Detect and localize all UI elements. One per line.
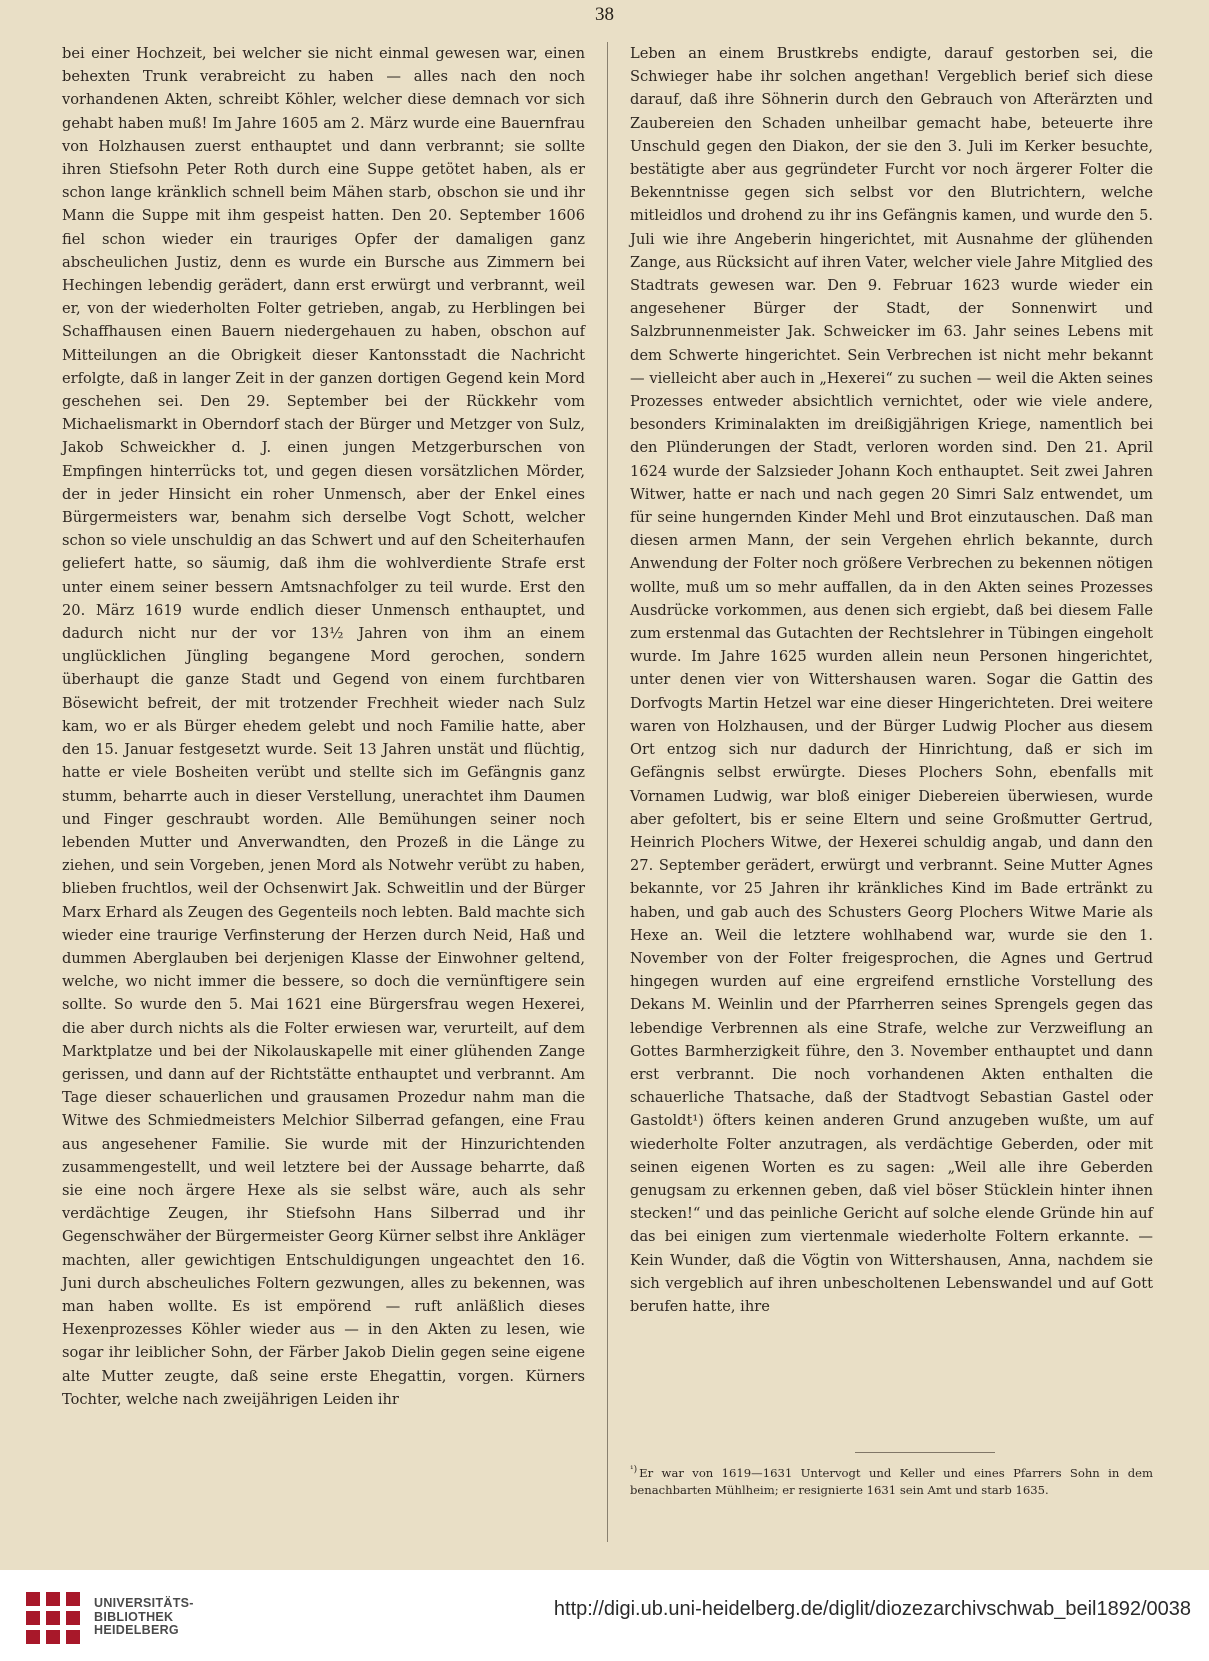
footnote-text: Er war von 1619—1631 Untervogt und Keller und eines Pfarrers Sohn in dem benachbarten Mühlheim; er resignierte 1631 sein Amt und starb 1635.: [630, 1465, 1153, 1497]
footer-bar: [0, 1570, 1209, 1661]
university-library-logo-icon: [22, 1588, 84, 1648]
page-number: 38: [595, 4, 614, 25]
left-column: [62, 42, 585, 1542]
right-column-text: Leben an einem Brustkrebs endigte, darauf gestorben sei, die Schwieger habe ihr solchen angethan! Vergeblich berief sich diese darauf, daß ihre Söhnerin durch den Gebrauch von Afterärzten und Zaubereien den Schaden unheilbar gemacht habe, beteuerte ihre Unschuld gegen den Diakon, der sie den 3. Juli im Kerker besuchte, bestätigte aber aus gegründeter Furcht vor noch ärgerer Folter die Bekenntnisse gegen sich selbst vor den Blutrichtern, welche mitleidlos und drohend zu ihr ins Gefängnis kamen, und wurde den 5. Juli wie ihre Angeberin hingerichtet, mit Ausnahme der glühenden Zange, aus Rücksicht auf ihren Vater, welcher viele Jahre Mitglied des Stadtrats gewesen war. Den 9. Februar 1623 wurde wieder ein angesehener Bürger der Stadt, der Sonnenwirt und Salzbrunnenmeister Jak. Schweicker im 63. Jahr seines Lebens mit dem Schwerte hingerichtet. Sein Verbrechen ist nicht mehr bekannt — vielleicht aber auch in „Hexerei“ zu suchen — weil die Akten seines Prozesses entweder absichtlich vernichtet, oder wie viele andere, besonders Kriminalakten im dreißigjährigen Kriege, namentlich bei den Plünderungen der Stadt, verloren worden sind. Den 21. April 1624 wurde der Salzsieder Johann Koch enthauptet. Seit zwei Jahren Witwer, hatte er nach und nach gegen 20 Simri Salz entwendet, um für seine hungernden Kinder Mehl und Brot einzutauschen. Daß man diesen armen Mann, der sein Vergehen ehrlich bekannte, durch Anwendung der Folter noch größere Verbrechen zu bekennen nötigen wollte, muß um so mehr auffallen, da in den Akten seines Prozesses Ausdrücke vorkommen, aus denen sich ergiebt, daß bei diesem Falle zum erstenmal das Gutachten der Rechtslehrer in Tübingen eingeholt wurde. Im Jahre 1625 wurden allein neun Personen hingerichtet, unter denen vier von Wittershausen waren. Sogar die Gattin des Dorfvogts Martin Hetzel war eine dieser Hingerichteten. Drei weitere waren von Holzhausen, und der Bürger Ludwig Plocher aus diesem Ort entzog sich nur dadurch der Hinrichtung, daß er sich im Gefängnis selbst erwürgte. Dieses Plochers Sohn, ebenfalls mit Vornamen Ludwig, war bloß einiger Diebereien überwiesen, wurde aber gefoltert, bis er seine Eltern und seine Großmutter Gertrud, Heinrich Plochers Witwe, der Hexerei schuldig angab, und dann den 27. September gerädert, erwürgt und verbrannt. Seine Mutter Agnes bekannte, vor 25 Jahren ihr kränkliches Kind im Bade ertränkt zu haben, und gab auch des Schusters Georg Plochers Witwe Marie als Hexe an. Weil die letztere wohlhabend war, wurde sie den 1. November von der Folter freigesprochen, die Agnes und Gertrud hingegen wurden auf eine ergreifend ernstliche Vorstellung des Dekans M. Weinlin und der Pfarrherren seines Sprengels gegen das lebendige Verbrennen als eine Strafe, welche zur Verzweiflung an Gottes Barmherzigkeit führe, den 3. November enthauptet und dann erst verbrannt. Die noch vorhandenen Akten enthalten die schauerliche Thatsache, daß der Stadtvogt Sebastian Gastel oder Gastoldt¹) öfters keinen anderen Grund anzugeben wußte, um auf wiederholte Folter anzutragen, als verdächtige Geberden, oder mit seinen eigenen Worten es zu sagen: „Weil alle ihre Geberden genugsam zu erkennen geben, daß viel böser Stücklein hinter ihnen stecken!“ und das peinliche Gericht auf solche elende Gründe hin auf das bei einigen zum viertenmale wiederholte Foltern erkannte. — Kein Wunder, daß die Vögtin von Wittershausen, Anna, nachdem sie sich vergeblich auf ihren unbescholtenen Lebenswandel und auf Gott berufen hatte, ihre: [630, 45, 1153, 1315]
footnote: [630, 1462, 1153, 1499]
library-name-line: HEIDELBERG: [94, 1623, 179, 1637]
library-name: [94, 1597, 194, 1638]
right-column: [630, 42, 1153, 1315]
footnote-mark: ¹): [630, 1465, 638, 1475]
footnote-divider: [855, 1452, 995, 1453]
source-url-link[interactable]: http://digi.ub.uni-heidelberg.de/diglit/diozezarchivschwab_beil1892/0038: [553, 1598, 1191, 1620]
library-name-line: UNIVERSITÄTS-: [94, 1596, 194, 1610]
library-name-line: BIBLIOTHEK: [94, 1609, 174, 1624]
left-column-text: bei einer Hochzeit, bei welcher sie nicht einmal gewesen war, einen behexten Trunk verabreicht zu haben — alles nach den noch vorhandenen Akten, schreibt Köhler, welcher diese demnach vor sich gehabt haben muß! Im Jahre 1605 am 2. März wurde eine Bauernfrau von Holzhausen zuerst enthauptet und dann verbrannt; sie sollte ihren Stiefsohn Peter Roth durch eine Suppe getötet haben, als er schon lange kränklich schnell beim Mähen starb, obschon sie und ihr Mann die Suppe mit ihm gespeist hatten. Den 20. September 1606 fiel schon wieder ein trauriges Opfer der damaligen ganz abscheulichen Justiz, denn es wurde ein Bursche aus Zimmern bei Hechingen lebendig gerädert, dann erst erwürgt und verbrannt, weil er, von der wiederholten Folter getrieben, angab, zu Herblingen bei Schaffhausen einen Bauern niedergehauen zu haben, obschon auf Mitteilungen an die Obrigkeit dieser Kantonsstadt die Nachricht erfolgte, daß in langer Zeit in der ganzen dortigen Gegend kein Mord geschehen sei. Den 29. September bei der Rückkehr vom Michaelismarkt in Oberndorf stach der Bürger und Metzger von Sulz, Jakob Schweickher d. J. einen jungen Metzgerburschen von Empfingen hinterrücks tot, und gegen diesen vorsätzlichen Mörder, der in jeder Hinsicht ein roher Unmensch, aber der Enkel eines Bürgermeisters war, benahm sich derselbe Vogt Schott, welcher schon so viele unschuldig an das Schwert und auf den Scheiterhaufen geliefert hatte, so säumig, daß ihm die wohlverdiente Strafe erst unter einem seiner bessern Amtsnachfolger zu teil wurde. Erst den 20. März 1619 wurde endlich dieser Unmensch enthauptet, und dadurch nicht nur der vor 13½ Jahren von ihm an einem unglücklichen Jüngling begangene Mord gerochen, sondern überhaupt die ganze Stadt und Gegend von einem furchtbaren Bösewicht befreit, der mit trotzender Frechheit wieder nach Sulz kam, wo er als Bürger ehedem gelebt und noch Familie hatte, aber den 15. Januar festgesetzt wurde. Seit 13 Jahren unstät und flüchtig, hatte er viele Bosheiten verübt und stellte sich im Gefängnis ganz stumm, beharrte auch in dieser Verstellung, unerachtet ihm Daumen und Finger geschraubt worden. Alle Bemühungen seiner noch lebenden Mutter und Anverwandten, den Prozeß in die Länge zu ziehen, und sein Vorgeben, jenen Mord als Notwehr verübt zu haben, blieben fruchtlos, weil der Ochsenwirt Jak. Schweitlin und der Bürger Marx Erhard als Zeugen des Gegenteils noch lebten. Bald machte sich wieder eine traurige Verfinsterung der Herzen durch Neid, Haß und dummen Aberglauben bei derjenigen Klasse der Einwohner geltend, welche, wo nicht immer die bessere, so doch die vernünftigere sein sollte. So wurde den 5. Mai 1621 eine Bürgersfrau wegen Hexerei, die aber durch nichts als die Folter erwiesen war, verurteilt, auf dem Marktplatze und bei der Nikolauskapelle mit einer glühenden Zange gerissen, und dann auf der Richtstätte enthauptet und verbrannt. Am Tage dieser schauerlichen und grausamen Prozedur nahm man die Witwe des Schmiedmeisters Melchior Silberrad gefangen, eine Frau aus angesehener Familie. Sie wurde mit der Hinzurichtenden zusammengestellt, und weil letztere bei der Aussage beharrte, daß sie eine noch ärgere Hexe als sie selbst wäre, auch als sehr verdächtige Zeugen, ihr Stiefsohn Hans Silberrad und ihr Gegenschwäher der Bürgermeister Georg Kürner selbst ihre Ankläger machten, aller gewichtigen Entschuldigungen ungeachtet den 16. Juni durch abscheuliches Foltern gezwungen, alles zu bekennen, was man haben wollte. Es ist empörend — ruft anläßlich dieses Hexenprozesses Köhler wieder aus — in den Akten zu lesen, wie sogar ihr leiblicher Sohn, der Färber Jakob Dielin gegen seine eigene alte Mutter zeugte, daß seine erste Ehegattin, vorgen. Kürners Tochter, welche nach zweijährigen Leiden ihr: [62, 45, 585, 1408]
column-divider: [607, 42, 608, 1542]
